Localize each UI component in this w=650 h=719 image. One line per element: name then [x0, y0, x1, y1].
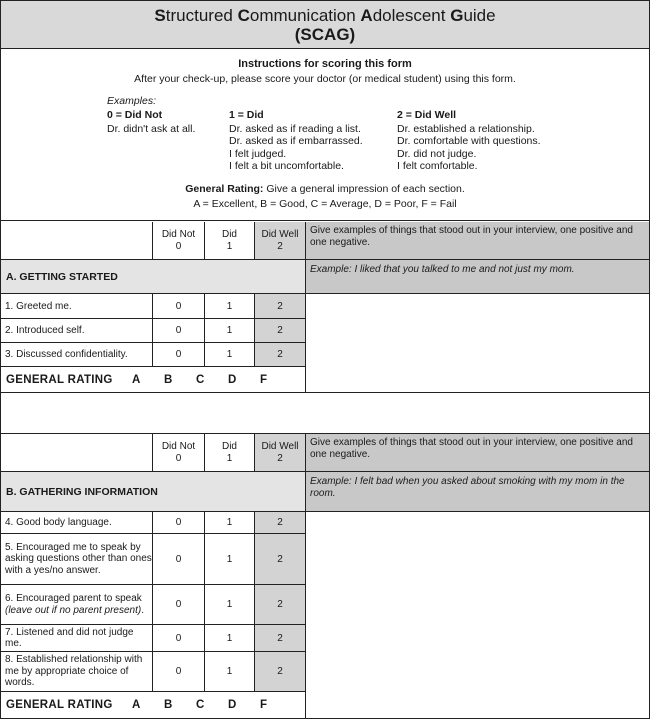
score-2-option[interactable]: 2: [255, 585, 306, 625]
column-header-row: [1, 434, 649, 472]
section-title: A. GETTING STARTED: [1, 260, 306, 294]
grade-a[interactable]: A: [132, 373, 141, 386]
score-1-option[interactable]: 1: [205, 319, 255, 343]
grade-d[interactable]: D: [228, 373, 237, 386]
grade-b[interactable]: B: [164, 373, 173, 386]
grade-f[interactable]: F: [260, 699, 268, 711]
header-did: Did 1: [205, 222, 255, 260]
example-line: I felt judged.: [229, 147, 287, 160]
score-2-option[interactable]: 2: [255, 512, 306, 534]
example-did-well: [397, 109, 541, 173]
comment-prompt: Give examples of things that stood out in your interview, one positive and one negative.: [306, 222, 649, 260]
score-1-option[interactable]: 1: [205, 585, 255, 625]
column-header-row: [1, 222, 649, 260]
header-blank: [1, 222, 153, 260]
section-example: Example: I liked that you talked to me and not just my mom.: [306, 260, 649, 294]
section-example: Example: I felt bad when you asked about smoking with my mom in the room.: [306, 472, 649, 512]
grade-f[interactable]: F: [260, 373, 268, 386]
score-0-option[interactable]: 0: [153, 625, 205, 652]
general-rating: [1, 367, 306, 393]
header-did-well: Did Well 2: [255, 222, 306, 260]
grading-scale: A = Excellent, B = Good, C = Average, D = Poor, F = Fail: [193, 198, 457, 210]
general-rating-instruction: General Rating: Give a general impression of each section.: [185, 183, 465, 195]
section-b-comment-area[interactable]: [306, 512, 649, 718]
example-line: Dr. comfortable with questions.: [397, 135, 541, 147]
score-2-option[interactable]: 2: [255, 294, 306, 319]
comment-prompt: Give examples of things that stood out in your interview, one positive and one negative.: [306, 434, 649, 472]
grade-c[interactable]: C: [196, 699, 205, 711]
grade-c[interactable]: C: [196, 373, 205, 386]
score-1-option[interactable]: 1: [205, 652, 255, 692]
header-did: Did 1: [205, 434, 255, 472]
item-label: 5. Encouraged me to speak by asking questions other than ones with a yes/no answer.: [1, 534, 153, 585]
score-1-option[interactable]: 1: [205, 625, 255, 652]
section-spacer: [1, 393, 649, 434]
score-0-option[interactable]: 0: [153, 319, 205, 343]
item-label: 2. Introduced self.: [1, 319, 153, 343]
score-1-option[interactable]: 1: [205, 343, 255, 367]
score-2-option[interactable]: 2: [255, 652, 306, 692]
score-0-option[interactable]: 0: [153, 585, 205, 625]
header-blank: [1, 434, 153, 472]
item-label: 3. Discussed confidentiality.: [1, 343, 153, 367]
score-2-option[interactable]: 2: [255, 534, 306, 585]
header-did-well: Did Well 2: [255, 434, 306, 472]
form-title: Structured Communication Adolescent Guide: [154, 6, 496, 25]
grade-a[interactable]: A: [132, 699, 141, 711]
score-0-option[interactable]: 0: [153, 512, 205, 534]
form-abbreviation: (SCAG): [294, 25, 356, 44]
title-bar: [1, 1, 649, 49]
examples-label: Examples:: [107, 95, 157, 107]
section-b-header: [1, 472, 649, 512]
item-label: 1. Greeted me.: [1, 294, 153, 319]
example-title: 0 = Did Not: [107, 109, 163, 121]
score-2-option[interactable]: 2: [255, 625, 306, 652]
header-did-not: Did Not 0: [153, 222, 205, 260]
instructions-panel: [1, 49, 649, 221]
general-rating-label: GENERAL RATING: [6, 373, 113, 386]
score-0-option[interactable]: 0: [153, 534, 205, 585]
score-0-option[interactable]: 0: [153, 294, 205, 319]
example-line: I felt a bit uncomfortable.: [229, 160, 344, 172]
example-line: Dr. asked as if embarrassed.: [229, 135, 363, 147]
score-1-option[interactable]: 1: [205, 512, 255, 534]
item-label: 6. Encouraged parent to speak (leave out if no parent present).: [1, 585, 153, 625]
score-1-option[interactable]: 1: [205, 534, 255, 585]
example-did-not: [107, 109, 195, 135]
score-2-option[interactable]: 2: [255, 319, 306, 343]
example-did: [229, 109, 363, 173]
grade-b[interactable]: B: [164, 699, 173, 711]
instructions-heading: Instructions for scoring this form: [238, 58, 412, 70]
score-2-option[interactable]: 2: [255, 343, 306, 367]
example-title: 2 = Did Well: [397, 109, 457, 121]
score-0-option[interactable]: 0: [153, 652, 205, 692]
general-rating-label: GENERAL RATING: [6, 699, 113, 711]
section-a-header: [1, 260, 649, 294]
example-line: I felt comfortable.: [397, 160, 478, 172]
score-1-option[interactable]: 1: [205, 294, 255, 319]
instructions-subheading: After your check-up, please score your doctor (or medical student) using this form.: [134, 73, 516, 85]
section-a-comment-area[interactable]: [306, 294, 649, 393]
example-line: Dr. didn't ask at all.: [107, 122, 196, 135]
grade-d[interactable]: D: [228, 699, 237, 711]
section-title: B. GATHERING INFORMATION: [1, 472, 306, 512]
general-rating: [1, 692, 306, 718]
example-line: Dr. did not judge.: [397, 147, 477, 160]
item-label: 7. Listened and did not judge me.: [1, 625, 153, 652]
example-title: 1 = Did: [229, 109, 264, 121]
example-line: Dr. established a relationship.: [397, 122, 535, 135]
header-did-not: Did Not 0: [153, 434, 205, 472]
item-label: 8. Established relationship with me by appropriate choice of words.: [1, 652, 153, 692]
score-0-option[interactable]: 0: [153, 343, 205, 367]
example-line: Dr. asked as if reading a list.: [229, 122, 361, 135]
item-label: 4. Good body language.: [1, 512, 153, 534]
